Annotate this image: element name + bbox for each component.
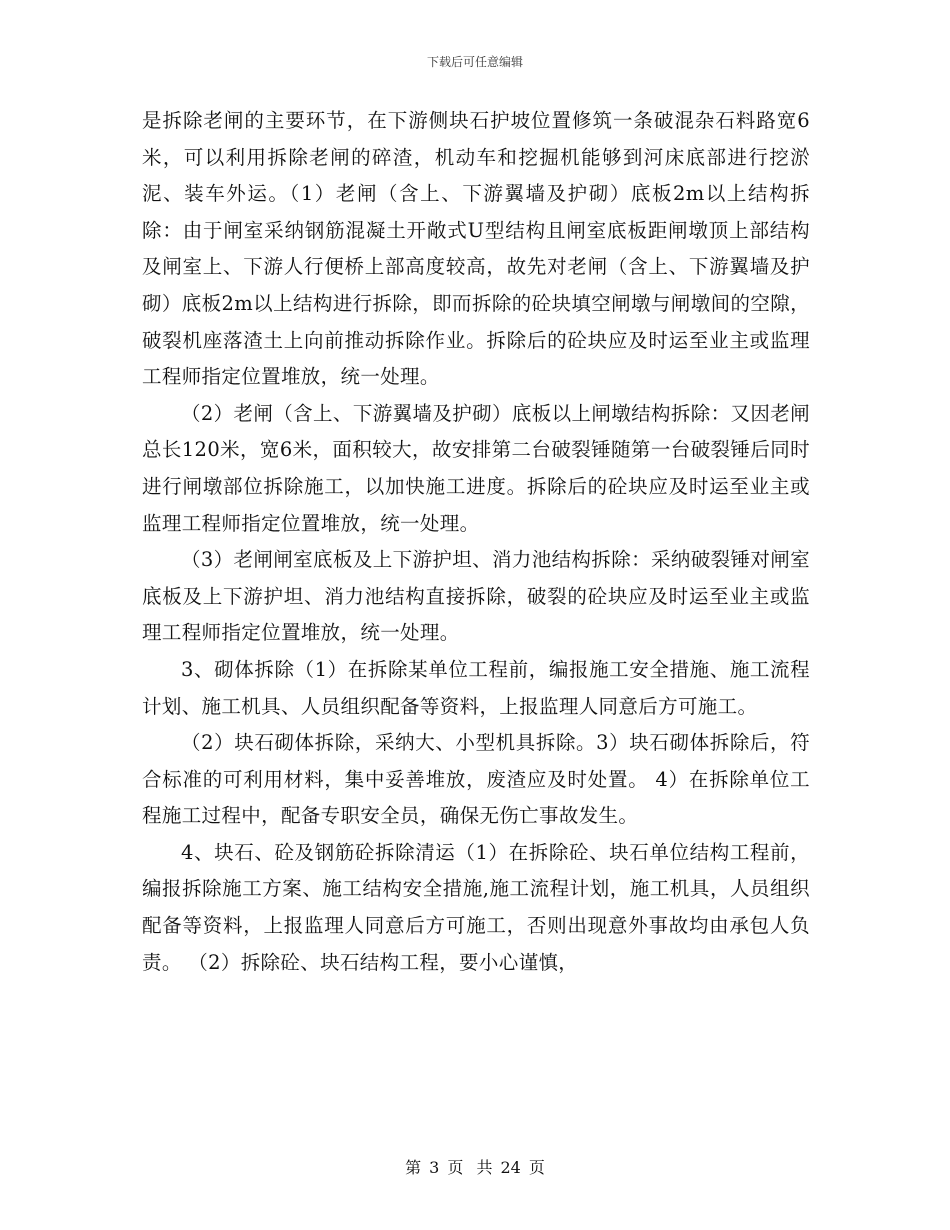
footer-prefix: 第 <box>405 1158 422 1177</box>
page-header: 下载后可任意编辑 <box>426 55 523 69</box>
paragraph-3: （3）老闸闸室底板及上下游护坦、消力池结构拆除：采纳破裂锤对闸室底板及上下游护坦、消力池结构直接拆除，破裂的砼块应及时运至业主或监理工程师指定位置堆放，统一处理。 <box>142 548 810 645</box>
paragraph-2: （2）老闸（含上、下游翼墙及护砌）底板以上闸墩结构拆除：又因老闸总长120米，宽6米，面积较大，故安排第二台破裂锤随第一台破裂锤后同时进行闸墩部位拆除施工，以加快施工进度。拆除后的砼块应及时运至业主或监理工程师指定位置堆放，统一处理。 <box>142 401 810 535</box>
page-footer <box>0 1155 950 1178</box>
paragraph-5: （2）块石砌体拆除，采纳大、小型机具拆除。3）块石砌体拆除后，符合标准的可利用材料，集中妥善堆放，废渣应及时处置。 4）在拆除单位工程施工过程中，配备专职安全员，确保无伤亡事故发生。 <box>142 731 810 828</box>
footer-suffix: 页 <box>528 1158 545 1177</box>
paragraph-6: 4、块石、砼及钢筋砼拆除清运（1）在拆除砼、块石单位结构工程前，编报拆除施工方案、施工结构安全措施,施工流程计划，施工机具，人员组织配备等资料，上报监理人同意后方可施工，否则出现意外事故均由承包人负责。 （2）拆除砼、块石结构工程，要小心谨慎， <box>142 840 810 974</box>
footer-total-pages: 24 <box>500 1158 521 1177</box>
paragraph-4: 3、砌体拆除（1）在拆除某单位工程前，编报施工安全措施、施工流程计划、施工机具、人员组织配备等资料，上报监理人同意后方可施工。 <box>142 657 810 718</box>
footer-page-number: 3 <box>429 1158 440 1177</box>
footer-middle: 页 共 <box>447 1158 493 1177</box>
paragraph-1: 是拆除老闸的主要环节，在下游侧块石护坡位置修筑一条破混杂石料路宽6米，可以利用拆除老闸的碎渣，机动车和挖掘机能够到河床底部进行挖淤泥、装车外运。（1）老闸（含上、下游翼墙及护砌）底板2m以上结构拆除：由于闸室采纳钢筋混凝土开敞式U型结构且闸室底板距闸墩顶上部结构及闸室上、下游人行便桥上部高度较高，故先对老闸（含上、下游翼墙及护砌）底板2m以上结构进行拆除，即而拆除的砼块填空闸墩与闸墩间的空隙，破裂机座落渣土上向前推动拆除作业。拆除后的砼块应及时运至业主或监理工程师指定位置堆放，统一处理。 <box>142 109 810 389</box>
document-body <box>142 103 810 981</box>
